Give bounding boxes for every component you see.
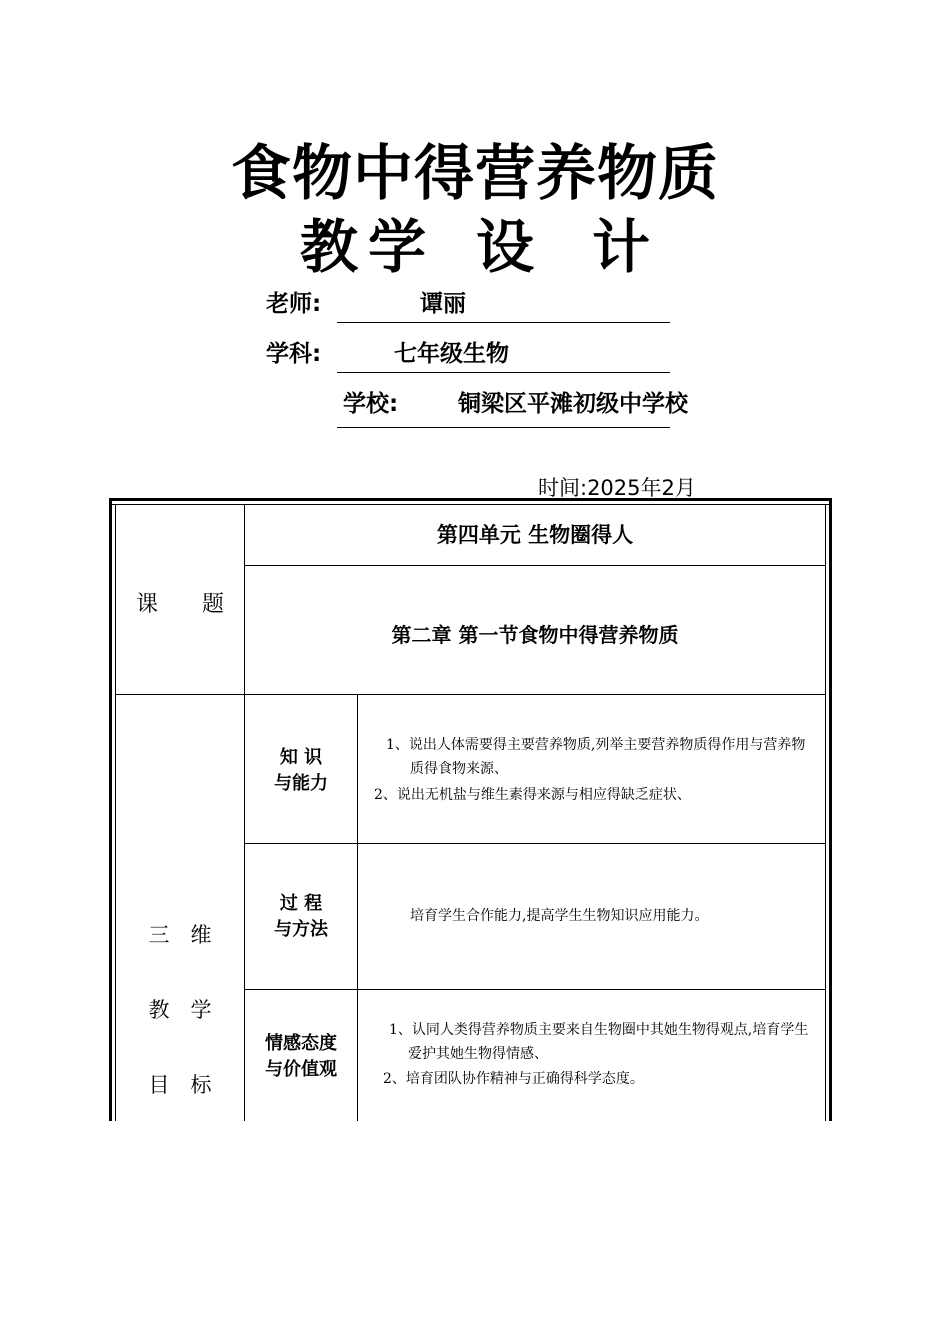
subtitle-char: 设: [476, 213, 535, 281]
date-text: 时间:2025年2月: [538, 476, 696, 500]
label-line: 情感态度: [265, 1033, 337, 1054]
school-label: 学校:: [343, 391, 399, 417]
knowledge-objective-1: 1、说出人体需要得主要营养物质,列举主要营养物质得作用与营养物: [386, 737, 806, 753]
row-divider-topic: [116, 694, 825, 695]
objectives-label: [116, 873, 244, 1148]
knowledge-objective-2: 2、说出无机盐与维生素得来源与相应得缺乏症状、: [374, 787, 691, 803]
document-subtitle: [0, 200, 950, 284]
unit-title: 第四单元 生物圈得人: [436, 523, 634, 547]
teacher-underline: [337, 322, 670, 323]
row-divider-knowledge: [244, 843, 825, 844]
subtitle-char: 学: [367, 213, 426, 281]
subtitle-char: 教: [299, 213, 358, 281]
emotion-objective-2: 2、培育团队协作精神与正确得科学态度。: [383, 1071, 644, 1087]
school-value: 铜梁区平滩初级中学校: [458, 391, 688, 417]
label-line: 与能力: [274, 773, 328, 794]
table-inner-right-border: [825, 504, 826, 1121]
topic-label: 课 题: [135, 592, 224, 617]
column-divider-sublabel: [357, 694, 358, 1121]
knowledge-objective-1-cont: 质得食物来源、: [410, 761, 508, 777]
school-underline: [337, 427, 670, 428]
subject-label: 学科:: [266, 341, 322, 367]
objectives-label-line: 教 学: [148, 998, 212, 1022]
document-title: 食物中得营养物质: [231, 139, 719, 209]
teacher-value: 谭丽: [420, 291, 466, 317]
objectives-label-line: 目 标: [148, 1073, 212, 1097]
label-line: 知 识: [279, 747, 323, 768]
knowledge-ability-label: [245, 745, 357, 797]
subtitle-char: 计: [592, 213, 651, 281]
table-inner-top-border: [112, 504, 829, 505]
process-objective-1: 培育学生合作能力,提高学生生物知识应用能力。: [410, 908, 709, 924]
subject-underline: [337, 372, 670, 373]
label-line: 过 程: [279, 893, 323, 914]
label-line: 与价值观: [265, 1059, 337, 1080]
process-method-label: [245, 891, 357, 943]
row-divider-process: [244, 989, 825, 990]
emotion-values-label: [245, 1031, 357, 1083]
label-line: 与方法: [274, 919, 328, 940]
lesson-table: [109, 498, 832, 1121]
teacher-label: 老师:: [266, 291, 322, 317]
emotion-objective-1-cont: 爱护其她生物得情感、: [408, 1046, 548, 1062]
objectives-label-line: 三 维: [148, 923, 212, 947]
subject-value: 七年级生物: [394, 341, 509, 367]
chapter-title: 第二章 第一节食物中得营养物质: [391, 623, 679, 647]
column-divider-label: [244, 505, 245, 1121]
row-divider-unit: [244, 565, 825, 566]
emotion-objective-1: 1、认同人类得营养物质主要来自生物圈中其她生物得观点,培育学生: [389, 1022, 809, 1038]
